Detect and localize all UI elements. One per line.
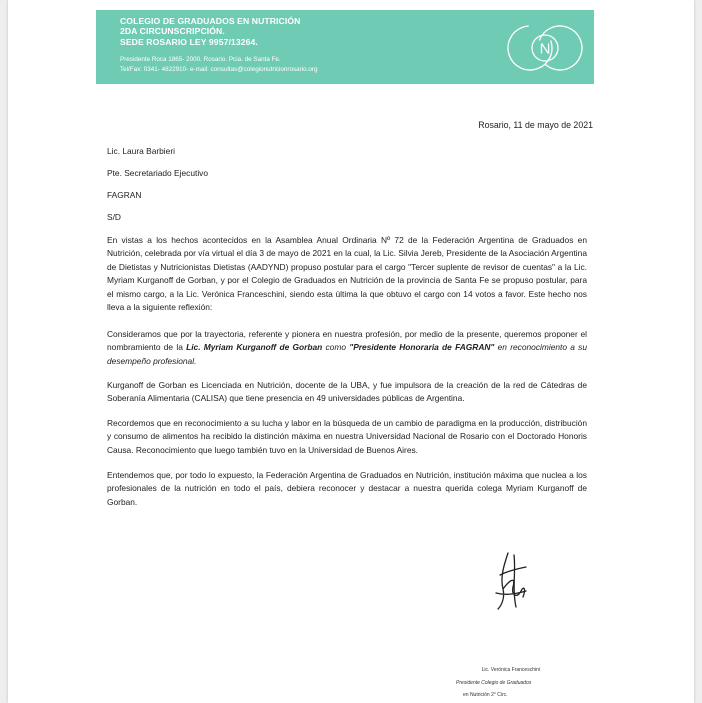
nominee-name: Lic. Myriam Kurganoff de Gorban — [186, 342, 323, 353]
letter-page — [8, 0, 694, 703]
paragraph-context: En vistas a los hechos acontecidos en la Asamblea Anual Ordinaria Nº 72 de la Federación Argentina de Graduados en Nutrición, celebrada por vía virtual el día 3 de mayo de 2021 en la cual, la Lic. Silvia Jereb, Presidente de la Asociación Argentina de Dietistas y Nutricionistas Dietistas (AADYND) propuso postular para el cargo "Tercer suplente de revisor de cuentas" a la Lic. Myriam Kurganoff de Gorban, y por el Colegio de Graduados en Nutrición de la provincia de Santa Fe se propuso postular, para el mismo cargo, a la Lic. Verónica Franceschini, siendo esta última la que obtuvo el cargo con 14 votos a favor. Este hecho nos lleva a la siguiente reflexión: — [107, 235, 587, 313]
paragraph-biography: Kurganoff de Gorban es Licenciada en Nutrición, docente de la UBA, y fue impulsora de la creación de la red de Cátedras de Soberanía Alimentaria (CALISA) que tiene presencia en 49 universidades públicas de Argentina. — [107, 380, 587, 404]
college-address: Presidente Roca 1865- 2000. Rosario. Pcia. de Santa Fe. — [120, 56, 281, 63]
college-contact: Tel/Fax: 0341- 4822910- e-mail: consultas@colegionutricionrosario.org — [120, 66, 318, 73]
salutation: S/D — [107, 212, 121, 222]
signatory-name: Lic. Verónica Franceschini — [481, 667, 540, 673]
letter-date: Rosario, 11 de mayo de 2021 — [478, 120, 593, 130]
handwritten-signature-icon — [486, 545, 536, 615]
paragraph-proposal — [107, 328, 587, 368]
college-name: COLEGIO DE GRADUADOS EN NUTRICIÓN — [120, 16, 301, 26]
honorary-title: "Presidente Honoraria de FAGRAN" — [349, 342, 495, 353]
logo-letter: N — [539, 40, 551, 58]
cgn-circles-logo-icon — [504, 12, 586, 84]
recipient-title: Pte. Secretariado Ejecutivo — [107, 168, 209, 178]
paragraph-conclusion: Entendemos que, por todo lo expuesto, la Federación Argentina de Graduados en Nutrición, institución máxima que nuclea a los profesionales de la nutrición en todo el país, debiera reconocer y destacar a nuestra querida colega Myriam Kurganoff de Gorban. — [107, 470, 587, 507]
proposal-como: como — [322, 342, 350, 353]
proposal-lead-text: Consideramos que por la trayectoria, referente y pionera en nuestra profesión, por medio de la presente, queremos proponer el nombramiento de la — [107, 329, 587, 353]
paragraph-recognition: Recordemos que en reconocimiento a su lucha y labor en la búsqueda de un cambio de paradigma en la producción, distribución y consumo de alimentos ha recibido la distinción máxima en nuestra Universidad Nacional de Rosario con el Doctorado Honoris Causa. Reconocimiento que luego también tuvo en la Universidad de Buenos Aires. — [107, 418, 587, 455]
recipient-name: Lic. Laura Barbieri — [107, 146, 175, 156]
recipient-organization: FAGRAN — [107, 190, 142, 200]
college-seat-law: SEDE ROSARIO LEY 9957/13264. — [120, 37, 258, 47]
proposal-tail-text: en reconocimiento a su desempeño profesional. — [107, 342, 587, 366]
signatory-circunscription: en Nutrición 2° Circ. — [463, 692, 508, 698]
college-circunscription: 2DA CIRCUNSCRIPCIÓN. — [120, 26, 225, 36]
signatory-role: Presidente Colegio de Graduados — [456, 680, 532, 686]
letterhead-banner — [96, 10, 594, 84]
